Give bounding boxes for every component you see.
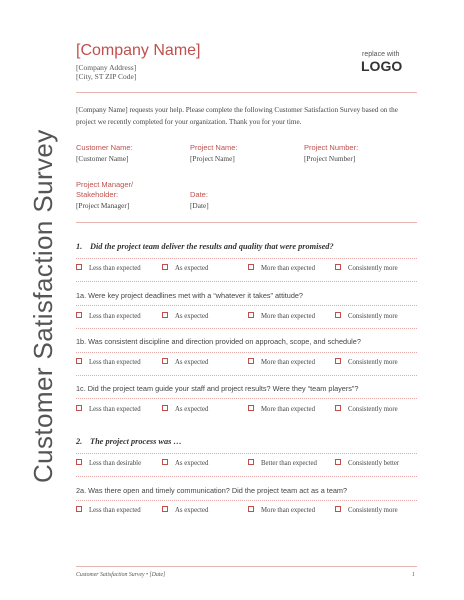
option-less-than-desirable[interactable]	[76, 460, 141, 467]
option-consistently-better[interactable]	[335, 460, 399, 467]
option-consistently-more[interactable]	[335, 313, 398, 320]
option-label: As expected	[175, 406, 209, 413]
option-label: Less than expected	[89, 265, 141, 272]
question-2-heading	[76, 437, 182, 446]
checkbox-icon[interactable]	[76, 405, 82, 411]
option-more-than-expected[interactable]	[248, 406, 315, 413]
option-label: As expected	[175, 313, 209, 320]
checkbox-icon[interactable]	[76, 264, 82, 270]
logo-caption: replace with	[362, 51, 400, 58]
header-divider	[76, 92, 417, 93]
question-divider	[76, 281, 417, 282]
checkbox-icon[interactable]	[335, 312, 341, 318]
checkbox-icon[interactable]	[162, 264, 168, 270]
checkbox-icon[interactable]	[162, 312, 168, 318]
option-label: Consistently more	[348, 507, 398, 514]
checkbox-icon[interactable]	[335, 358, 341, 364]
date-label: Date:	[190, 190, 208, 199]
option-consistently-more[interactable]	[335, 359, 398, 366]
option-consistently-more[interactable]	[335, 265, 398, 272]
question-1b-text: 1b. Was consistent discipline and direction provided on approach, scope, and schedule?	[76, 337, 361, 346]
project-number-label: Project Number:	[304, 143, 359, 152]
option-as-expected[interactable]	[162, 460, 208, 467]
side-title: Customer Satisfaction Survey	[28, 129, 58, 483]
option-less-than-expected[interactable]	[76, 359, 141, 366]
option-more-than-expected[interactable]	[248, 313, 315, 320]
question-2-number: 2.	[76, 437, 83, 446]
option-label: Less than desirable	[89, 460, 142, 467]
question-divider	[76, 375, 417, 376]
option-label: Less than expected	[89, 313, 141, 320]
option-consistently-more[interactable]	[335, 406, 398, 413]
option-label: Consistently more	[348, 313, 398, 320]
checkbox-icon[interactable]	[162, 358, 168, 364]
question-divider	[76, 305, 417, 306]
option-as-expected[interactable]	[162, 265, 208, 272]
page-number: 1	[412, 572, 415, 578]
stakeholder-label: Stakeholder:	[76, 190, 119, 199]
fields-divider	[76, 222, 417, 223]
checkbox-icon[interactable]	[335, 264, 341, 270]
option-more-than-expected[interactable]	[248, 265, 315, 272]
checkbox-icon[interactable]	[248, 312, 254, 318]
option-as-expected[interactable]	[162, 313, 208, 320]
option-label: Consistently more	[348, 265, 398, 272]
option-label: More than expected	[261, 359, 315, 366]
checkbox-icon[interactable]	[76, 459, 82, 465]
checkbox-icon[interactable]	[76, 358, 82, 364]
checkbox-icon[interactable]	[335, 506, 341, 512]
option-label: Less than expected	[89, 359, 141, 366]
question-divider	[76, 500, 417, 501]
option-as-expected[interactable]	[162, 406, 208, 413]
intro-text: [Company Name] requests your help. Please complete the following Customer Satisfaction Survey based on the project we recently completed for your organization. Thank you for your time.	[76, 106, 398, 126]
option-label: As expected	[175, 359, 209, 366]
option-label: Less than expected	[89, 507, 141, 514]
question-1a-text: 1a. Were key project deadlines met with a “whatever it takes” attitude?	[76, 291, 303, 300]
option-label: More than expected	[261, 406, 315, 413]
checkbox-icon[interactable]	[162, 459, 168, 465]
option-label: Consistently more	[348, 359, 398, 366]
option-label: More than expected	[261, 507, 315, 514]
question-divider	[76, 453, 417, 454]
footer-divider	[76, 566, 417, 567]
option-less-than-expected[interactable]	[76, 313, 141, 320]
date-value[interactable]: [Date]	[190, 201, 209, 210]
option-label: Consistently better	[348, 460, 400, 467]
option-consistently-more[interactable]	[335, 507, 398, 514]
question-1c-text: 1c. Did the project team guide your staff and project results? Were they “team players”?	[76, 384, 359, 393]
checkbox-icon[interactable]	[248, 459, 254, 465]
option-label: As expected	[175, 460, 209, 467]
checkbox-icon[interactable]	[76, 506, 82, 512]
project-number-value[interactable]: [Project Number]	[304, 154, 356, 163]
option-label: As expected	[175, 507, 209, 514]
option-more-than-expected[interactable]	[248, 507, 315, 514]
option-less-than-expected[interactable]	[76, 406, 141, 413]
option-label: Consistently more	[348, 406, 398, 413]
checkbox-icon[interactable]	[335, 405, 341, 411]
question-divider	[76, 328, 417, 329]
checkbox-icon[interactable]	[248, 506, 254, 512]
checkbox-icon[interactable]	[335, 459, 341, 465]
customer-name-value[interactable]: [Customer Name]	[76, 154, 129, 163]
checkbox-icon[interactable]	[76, 312, 82, 318]
option-label: More than expected	[261, 313, 315, 320]
project-name-value[interactable]: [Project Name]	[190, 154, 235, 163]
option-label: Better than expected	[261, 460, 317, 467]
option-label: As expected	[175, 265, 209, 272]
checkbox-icon[interactable]	[248, 358, 254, 364]
company-city: [City, ST ZIP Code]	[76, 72, 137, 81]
checkbox-icon[interactable]	[248, 264, 254, 270]
checkbox-icon[interactable]	[162, 405, 168, 411]
option-less-than-expected[interactable]	[76, 265, 141, 272]
option-label: Less than expected	[89, 406, 141, 413]
checkbox-icon[interactable]	[248, 405, 254, 411]
question-divider	[76, 352, 417, 353]
company-name: [Company Name]	[76, 42, 201, 59]
option-better-than-expected[interactable]	[248, 460, 317, 467]
question-divider	[76, 258, 417, 259]
option-label: More than expected	[261, 265, 315, 272]
checkbox-icon[interactable]	[162, 506, 168, 512]
question-2a-text: 2a. Was there open and timely communication? Did the project team act as a team?	[76, 486, 348, 495]
question-divider	[76, 476, 417, 477]
option-less-than-expected[interactable]	[76, 507, 141, 514]
question-divider	[76, 398, 417, 399]
footer-text: Customer Satisfaction Survey • [Date]	[76, 572, 166, 578]
project-name-label: Project Name:	[190, 143, 238, 152]
option-more-than-expected[interactable]	[248, 359, 315, 366]
project-manager-label: Project Manager/	[76, 180, 134, 189]
question-1-text: Did the project team deliver the results and quality that were promised?	[90, 242, 334, 251]
project-manager-value[interactable]: [Project Manager]	[76, 201, 130, 210]
option-as-expected[interactable]	[162, 507, 208, 514]
logo: LOGO	[361, 58, 403, 74]
question-2-text: The project process was …	[90, 437, 182, 446]
company-address: [Company Address]	[76, 63, 137, 72]
question-1-number: 1.	[76, 242, 83, 251]
customer-name-label: Customer Name:	[76, 143, 133, 152]
option-as-expected[interactable]	[162, 359, 208, 366]
question-1-heading	[76, 242, 334, 251]
